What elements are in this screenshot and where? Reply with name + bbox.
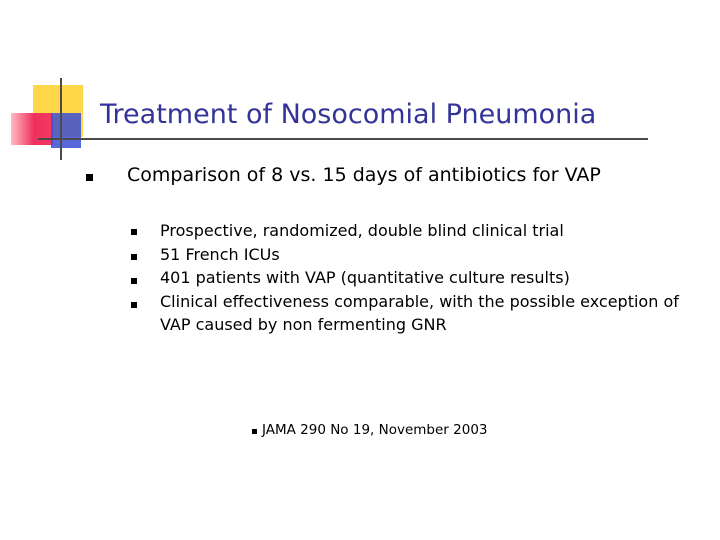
sub-bullet-square-icon xyxy=(131,254,137,260)
sub-bullet-text: 401 patients with VAP (quantitative culture results) xyxy=(160,268,570,287)
reference-bullet-square-icon xyxy=(252,429,257,434)
sub-bullet-square-icon xyxy=(131,278,137,284)
sub-bullet-text: 51 French ICUs xyxy=(160,245,280,264)
slide-title: Treatment of Nosocomial Pneumonia xyxy=(100,99,597,130)
sub-bullet-text: Clinical effectiveness comparable, with the possible exception of xyxy=(160,292,679,311)
decor-horizontal-line xyxy=(38,138,648,140)
decor-red-square xyxy=(11,113,53,145)
decor-vertical-line xyxy=(60,78,62,160)
main-bullet-text: Comparison of 8 vs. 15 days of antibiotics for VAP xyxy=(127,164,601,186)
sub-bullet-text: Prospective, randomized, double blind clinical trial xyxy=(160,221,564,240)
sub-bullet-square-icon xyxy=(131,229,137,235)
reference-citation: JAMA 290 No 19, November 2003 xyxy=(262,422,488,438)
bullet-square-icon xyxy=(86,174,93,181)
sub-bullet-square-icon xyxy=(131,302,137,308)
sub-bullet-text-continuation: VAP caused by non fermenting GNR xyxy=(160,315,447,334)
decor-blue-square xyxy=(51,113,81,148)
